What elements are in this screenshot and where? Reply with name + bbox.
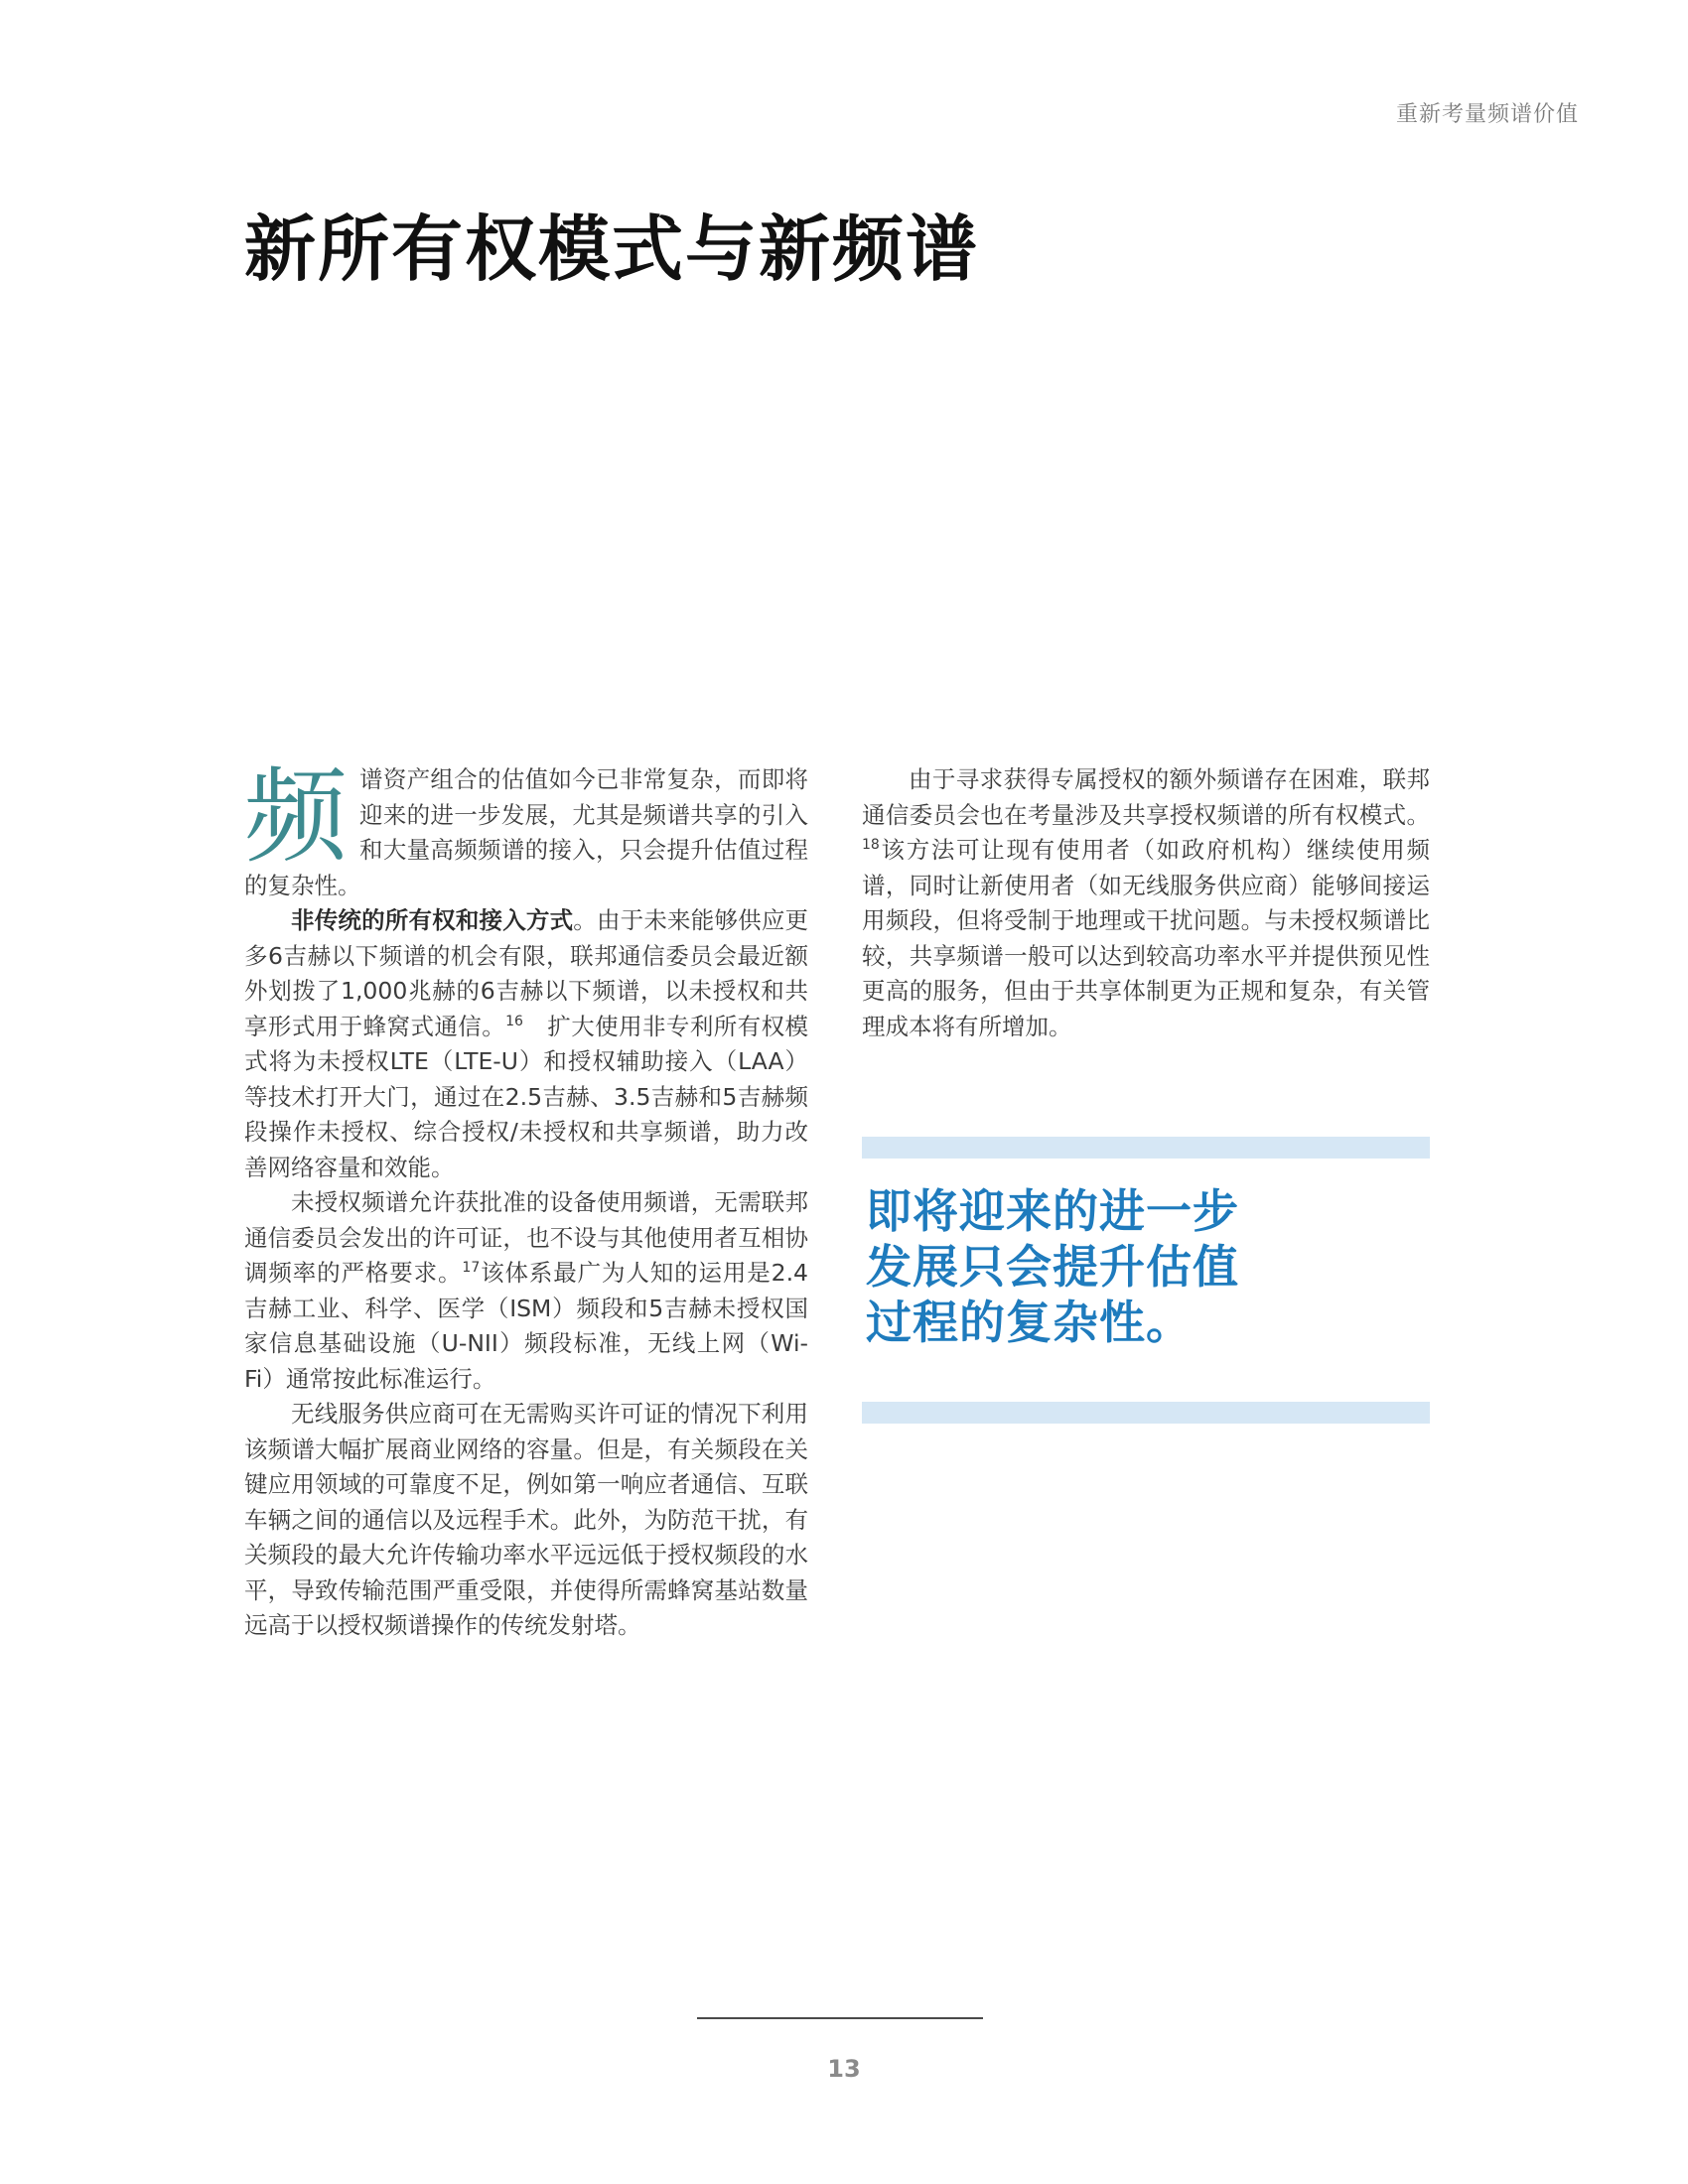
intro-paragraph-text: 谱资产组合的估值如今已非常复杂，而即将迎来的进一步发展，尤其是频谱共享的引入和大量高频频谱的接入，只会提升估值过程的复杂性。 [244, 765, 808, 899]
intro-paragraph [244, 755, 808, 903]
pull-quote-line: 过程的复杂性。 [866, 1296, 1193, 1349]
pull-quote-bottom-bar [862, 1402, 1430, 1424]
pull-quote-top-bar [862, 1137, 1430, 1159]
footnote-ref-17: 17 [462, 1260, 481, 1277]
page-title: 新所有权模式与新频谱 [244, 207, 980, 291]
running-header: 重新考量频谱价值 [1395, 102, 1579, 127]
paragraph-text: 该体系最广为人知的运用是2.4吉赫工业、科学、医学（ISM）频段和5吉赫未授权国家信息基础设施（U-NII）频段标准，无线上网（Wi-Fi）通常按此标准运行。 [244, 1259, 809, 1393]
pull-quote-line: 即将迎来的进一步 [866, 1184, 1239, 1238]
left-column [244, 755, 809, 1644]
right-column [862, 762, 1430, 1044]
drop-cap: 频 [244, 755, 349, 877]
paragraph-unlicensed [244, 1185, 808, 1397]
paragraph-shared-licensing [862, 762, 1430, 1044]
page-number: 13 [827, 2055, 861, 2083]
paragraph-text: 由于寻求获得专属授权的额外频谱存在困难，联邦通信委员会也在考量涉及共享授权频谱的所有权模式。 [862, 765, 1430, 829]
footer-divider [697, 2017, 983, 2019]
paragraph-providers: 无线服务供应商可在无需购买许可证的情况下利用该频谱大幅扩展商业网络的容量。但是，有关频段在关键应用领域的可靠度不足，例如第一响应者通信、互联车辆之间的通信以及远程手术。此外，为防范干扰，有关频段的最大允许传输功率水平远远低于授权频段的水平，导致传输范围严重受限，并使得所需蜂窝基站数量远高于以授权频谱操作的传统发射塔。 [244, 1400, 808, 1639]
paragraph-lead-heading: 非传统的所有权和接入方式 [291, 906, 574, 934]
footnote-ref-16: 16 [505, 1013, 523, 1029]
paragraph-text: 未授权频谱允许获批准的设备使用频谱，无需联邦通信委员会发出的许可证，也不设与其他使用者互相协调频率的严格要求。 [244, 1188, 808, 1287]
paragraph-text: 扩大使用非专利所有权模式将为未授权LTE（LTE-U）和授权辅助接入（LAA）等技术打开大门，通过在2.5吉赫、3.5吉赫和5吉赫频段操作未授权、综合授权/未授权和共享频谱，助力改善网络容量和效能。 [244, 1012, 809, 1181]
footnote-ref-18: 18 [862, 837, 880, 854]
pull-quote-line: 发展只会提升估值 [866, 1240, 1239, 1294]
paragraph-ownership [244, 903, 808, 1185]
paragraph-text: 该方法可让现有使用者（如政府机构）继续使用频谱，同时让新使用者（如无线服务供应商）能够间接运用频段，但将受制于地理或干扰问题。与未授权频谱比较，共享频谱一般可以达到较高功率水平并提供预见性更高的服务，但由于共享体制更为正规和复杂，有关管理成本将有所增加。 [862, 836, 1430, 1040]
pull-quote [866, 1183, 1342, 1350]
paragraph-text: 。由于未来能够供应更多6吉赫以下频谱的机会有限，联邦通信委员会最近额外划拨了1,000兆赫的6吉赫以下频谱，以未授权和共享形式用于蜂窝式通信。 [244, 906, 809, 1040]
